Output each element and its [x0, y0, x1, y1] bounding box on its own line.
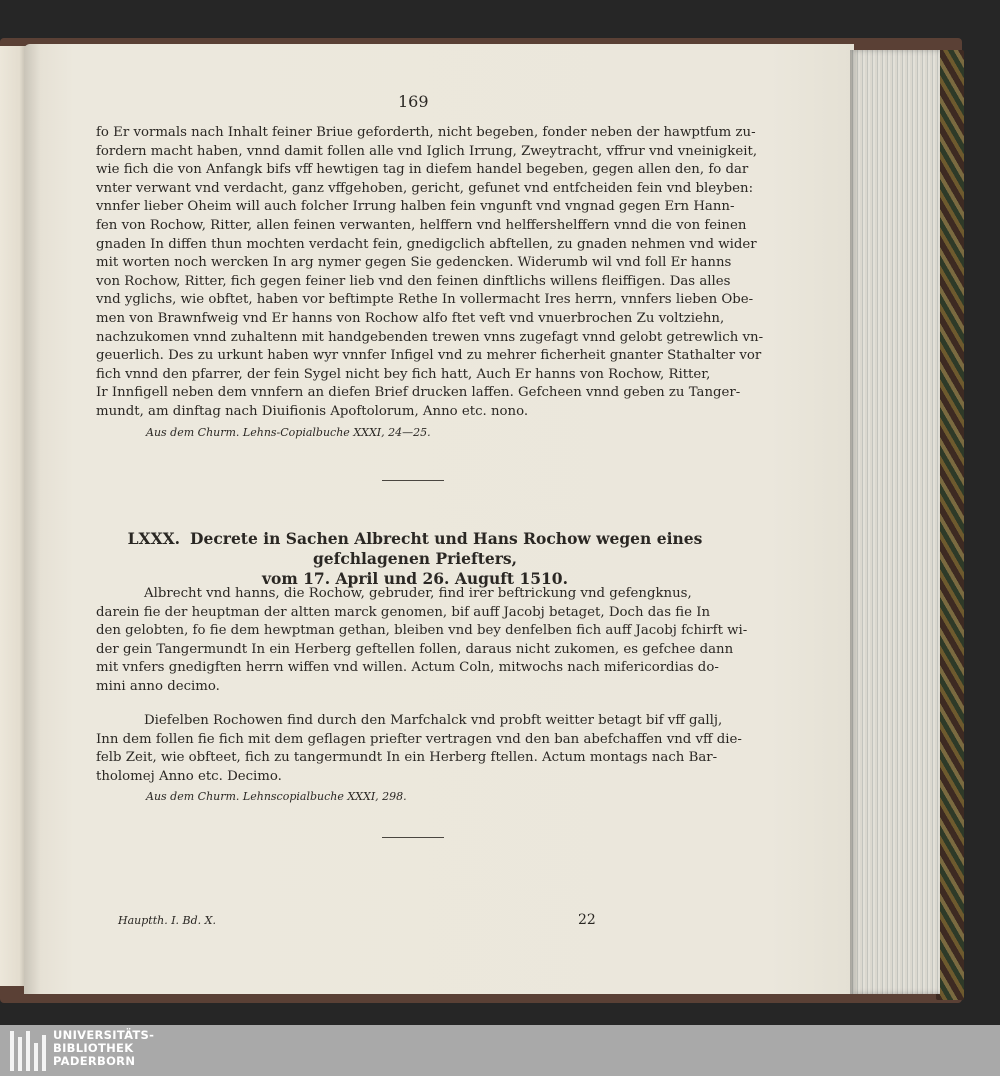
paragraph-2: [96, 585, 748, 697]
library-name-line-3: PADERBORN: [53, 1054, 136, 1068]
section-divider: [382, 480, 444, 481]
source-citation-2: Aus dem Churm. Lehnscopialbuche XXXI, 298.: [146, 790, 407, 804]
text-line: mit vnfers gnedigften herrn wiffen vnd willen. Actum Coln, mitwochs nach mifericordias do-: [96, 660, 719, 676]
page-number: 169: [398, 92, 429, 111]
section-heading: [100, 529, 730, 589]
text-line: den gelobten, fo fie dem hewptman gethan, bleiben vnd bey denfelben fich auff Jacobj fchirft wi-: [96, 623, 748, 639]
paragraph-1: [96, 124, 764, 442]
text-line: von Rochow, Ritter, fich gegen feiner lieb vnd den feinen dinftlichs willens fleiffigen. Das alles: [96, 273, 731, 289]
text-line: wie fich die von Anfangk bifs vff hewtigen tag in diefem handel begeben, gegen allen den, fo dar: [96, 162, 749, 178]
text-line: felb Zeit, wie obfteet, fich zu tangermundt In ein Herberg ftellen. Actum montags nach Bar-: [96, 750, 718, 766]
source-citation-1: Aus dem Churm. Lehns-Copialbuche XXXI, 24—25.: [146, 425, 431, 439]
sheet-number: 22: [578, 912, 596, 928]
section-title-line-2: vom 17. April und 26. Auguft 1510.: [261, 569, 568, 588]
text-line: geuerlich. Des zu urkunt haben wyr vnnfer Infigel vnd zu mehrer ficherheit gnanter Stathalter vor: [96, 348, 762, 364]
text-line: fordern macht haben, vnnd damit follen alle vnd Iglich Irrung, Zweytracht, vffrur vnd vneinigkeit,: [96, 143, 758, 159]
text-line: mundt, am dinftag nach Diuifionis Apoftolorum, Anno etc. nono.: [96, 403, 529, 419]
text-line: fich vnnd den pfarrer, der fein Sygel nicht bey fich hatt, Auch Er hanns von Rochow, Ritter,: [96, 366, 711, 382]
text-line: vnter verwant vnd verdacht, ganz vffgehoben, gericht, gefunet vnd entfcheiden fein vnd bleyben:: [96, 180, 754, 196]
library-footer-bar: [0, 1025, 1000, 1076]
text-line: nachzukomen vnnd zuhaltenn mit handgebenden trewen vnns zugefagt vnnd gelobt getrewlich vn-: [96, 329, 764, 345]
text-line: Inn dem follen fie fich mit dem geflagen priefter vertragen vnd den ban abefchaffen vnd vff die-: [96, 731, 742, 747]
end-divider: [382, 837, 444, 838]
text-line: gnaden In diffen thun mochten verdacht fein, gnedigclich abftellen, zu gnaden nehmen vnd wider: [96, 236, 757, 252]
text-line: fen von Rochow, Ritter, allen feinen verwanten, helffern vnd helffershelffern vnnd die von feinen: [96, 217, 747, 233]
section-title-line-1: Decrete in Sachen Albrecht und Hans Rochow wegen eines gefchlagenen Priefters,: [190, 529, 703, 568]
text-line: vnd yglichs, wie obftet, haben vor beftimpte Rethe In vollermacht Ires herrn, vnnfers lieben Obe-: [96, 292, 754, 308]
paragraph-3: [96, 712, 742, 807]
text-line: mit worten noch wercken In arg nymer gegen Sie gedencken. Widerumb wil vnd foll Er hanns: [96, 255, 732, 271]
text-line: Ir Innfigell neben dem vnnfern an diefen Brief drucken laffen. Gefcheen vnnd geben zu Tanger-: [96, 385, 741, 401]
text-line: darein fie der heuptman der altten marck genomen, bif auff Jacobj betaget, Doch das fie In: [96, 604, 711, 620]
text-line: Albrecht vnd hanns, die Rochow, gebruder, find irer beftrickung vnd gefengknus,: [144, 586, 692, 601]
signature-mark: Hauptth. I. Bd. X.: [118, 914, 216, 927]
library-name-line-1: UNIVERSITÄTS-: [53, 1028, 155, 1042]
text-line: tholomej Anno etc. Decimo.: [96, 768, 282, 784]
text-line: fo Er vormals nach Inhalt feiner Briue geforderth, nicht begeben, fonder neben der hawptfum zu-: [96, 125, 756, 140]
text-line: vnnfer lieber Oheim will auch folcher Irrung halben fein vngunft vnd vngnad gegen Ern Hann-: [96, 199, 735, 215]
page-stack-edges: [850, 50, 940, 994]
marbled-cover-edge: [936, 50, 964, 1000]
text-line: men von Brawnfweig vnd Er hanns von Rochow alfo ftet veft vnd vnuerbrochen Zu voltziehn,: [96, 310, 725, 326]
library-name: [53, 1029, 154, 1068]
section-number: LXXX.: [127, 529, 181, 548]
text-line: mini anno decimo.: [96, 678, 220, 694]
library-name-line-2: BIBLIOTHEK: [53, 1041, 134, 1055]
text-line: Diefelben Rochowen find durch den Marfchalck vnd probft weitter betagt bif vff gallj,: [144, 713, 723, 728]
library-logo-icon: [10, 1031, 46, 1071]
text-line: der gein Tangermundt In ein Herberg geftellen follen, daraus nicht zukomen, es gefchee dann: [96, 641, 734, 657]
